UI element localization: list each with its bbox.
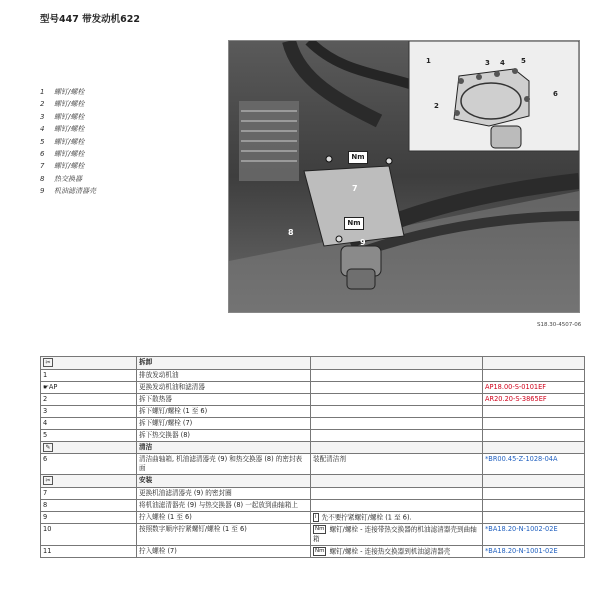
legend-num: 7 — [40, 162, 45, 171]
legend-text: 螺钉/螺栓 — [54, 162, 85, 171]
section-icon: ✎ — [43, 443, 53, 452]
legend-text: 热交换器 — [54, 174, 82, 183]
engine-photo-illustration — [229, 41, 579, 312]
step-note-cell — [311, 454, 483, 475]
step-note-cell — [311, 499, 483, 511]
legend-item — [40, 98, 210, 110]
step-note-cell — [311, 545, 483, 558]
step-number: 9 — [41, 511, 137, 524]
inset-callout-label: 2 — [434, 102, 439, 110]
page-title: 型号447 带发动机622 — [40, 14, 140, 25]
engine-photo — [228, 40, 580, 313]
table-cell — [483, 357, 585, 370]
legend-num: 8 — [40, 174, 45, 183]
step-note: 装配清洁剂 — [313, 455, 346, 463]
callout-label: 8 — [288, 228, 294, 237]
step-reference-link — [483, 417, 585, 429]
inset-callout-label: 4 — [500, 59, 505, 67]
legend-text: 机油滤清器壳 — [54, 187, 96, 196]
legend-num: 2 — [40, 100, 45, 109]
table-row — [41, 381, 585, 393]
legend-num: 6 — [40, 149, 45, 158]
section-icon-cell — [41, 441, 137, 454]
step-number: 6 — [41, 454, 137, 475]
table-row — [41, 545, 585, 558]
table-row — [41, 511, 585, 524]
legend-item — [40, 160, 210, 172]
step-action: 清洁曲轴箱, 机油滤清器壳 (9) 和热交换器 (8) 的密封表面 — [137, 454, 311, 475]
table-row — [41, 487, 585, 499]
step-number: 1 — [41, 369, 137, 381]
section-label: 清洁 — [137, 441, 311, 454]
legend-text: 螺钉/螺栓 — [54, 149, 85, 158]
table-cell — [483, 475, 585, 488]
step-reference-link[interactable]: *BA18.20-N-1001-02E — [483, 545, 585, 558]
table-row — [41, 369, 585, 381]
step-number: 3 — [41, 405, 137, 417]
step-action: 拆下螺钉/螺栓 (7) — [137, 417, 311, 429]
callout-label: 9 — [360, 238, 366, 247]
procedure-table — [40, 356, 585, 558]
note-icon: Nm — [315, 526, 325, 532]
section-row — [41, 441, 585, 454]
step-note-cell — [311, 429, 483, 441]
step-number: 7 — [41, 487, 137, 499]
inset-callout-label: 5 — [521, 57, 526, 65]
step-note-cell — [311, 524, 483, 546]
section-row — [41, 357, 585, 370]
note-icon: Nm — [315, 547, 325, 554]
table-row — [41, 417, 585, 429]
legend-item — [40, 123, 210, 135]
step-reference-link — [483, 429, 585, 441]
legend-num: 3 — [40, 112, 45, 121]
step-number: ☛AP — [41, 381, 137, 393]
step-note-cell — [311, 393, 483, 405]
step-reference-link[interactable]: AR20.20-S-3865EF — [483, 393, 585, 405]
table-cell — [311, 357, 483, 370]
step-note: 螺钉/螺栓 - 连接带热交换器的机油滤清器壳到曲轴箱 — [313, 525, 477, 543]
torque-callout: Nm — [348, 151, 368, 164]
section-icon-cell — [41, 357, 137, 370]
step-reference-link[interactable]: *BR00.45-Z-1028-04A — [483, 454, 585, 475]
table-row — [41, 524, 585, 546]
step-action: 拆下热交换器 (8) — [137, 429, 311, 441]
legend — [40, 86, 210, 198]
step-reference-link[interactable]: AP18.00-S-0101EF — [483, 381, 585, 393]
step-note: 螺钉/螺栓 - 连接热交换器到机油滤清器壳 — [329, 547, 451, 555]
section-row — [41, 475, 585, 488]
legend-num: 5 — [40, 137, 45, 146]
note-icon: i — [315, 513, 317, 520]
legend-text: 螺钉/螺栓 — [54, 100, 85, 109]
step-number: 11 — [41, 545, 137, 558]
step-reference-link[interactable]: *BA18.20-N-1002-02E — [483, 524, 585, 546]
step-action: 拆下螺钉/螺栓 (1 至 6) — [137, 405, 311, 417]
table-cell — [311, 475, 483, 488]
step-action: 拆下散热器 — [137, 393, 311, 405]
table-cell — [311, 441, 483, 454]
legend-item — [40, 173, 210, 185]
section-icon-cell — [41, 475, 137, 488]
step-number: 10 — [41, 524, 137, 546]
step-action: 按照数字顺序拧紧螺钉/螺栓 (1 至 6) — [137, 524, 311, 546]
legend-text: 螺钉/螺栓 — [54, 112, 85, 121]
legend-item — [40, 136, 210, 148]
step-action: 拧入螺栓 (7) — [137, 545, 311, 558]
legend-item — [40, 185, 210, 197]
legend-item — [40, 148, 210, 160]
callout-label: 7 — [352, 184, 358, 193]
legend-num: 4 — [40, 125, 45, 134]
table-row — [41, 454, 585, 475]
step-reference-link — [483, 405, 585, 417]
legend-text: 螺钉/螺栓 — [54, 88, 85, 96]
legend-text: 螺钉/螺栓 — [54, 125, 85, 134]
inset-callout-label: 1 — [426, 57, 431, 65]
step-number: 8 — [41, 499, 137, 511]
step-number: 5 — [41, 429, 137, 441]
step-note-cell — [311, 381, 483, 393]
step-action: 排放发动机油 — [137, 369, 311, 381]
legend-item — [40, 86, 210, 98]
section-label: 安装 — [137, 475, 311, 488]
step-note-cell — [311, 487, 483, 499]
section-icon: ✂ — [43, 476, 53, 485]
legend-item — [40, 111, 210, 123]
step-action: 更换机油滤清器壳 (9) 的密封圈 — [137, 487, 311, 499]
step-note-cell — [311, 405, 483, 417]
legend-text: 螺钉/螺栓 — [54, 137, 85, 146]
table-row — [41, 429, 585, 441]
table-row — [41, 405, 585, 417]
table-cell — [483, 441, 585, 454]
section-icon: ✂ — [43, 358, 53, 367]
legend-num: 9 — [40, 187, 45, 196]
inset-callout-label: 6 — [553, 90, 558, 98]
step-action: 拧入螺栓 (1 至 6) — [137, 511, 311, 524]
step-number: 4 — [41, 417, 137, 429]
legend-num: 1 — [40, 88, 45, 96]
table-row — [41, 393, 585, 405]
step-note: 先不要拧紧螺钉/螺栓 (1 至 6). — [321, 513, 412, 521]
step-note-cell — [311, 417, 483, 429]
step-reference-link — [483, 511, 585, 524]
step-number: 2 — [41, 393, 137, 405]
step-reference-link — [483, 369, 585, 381]
step-reference-link — [483, 487, 585, 499]
torque-callout: Nm — [344, 217, 364, 230]
step-action: 更换发动机油和滤清器 — [137, 381, 311, 393]
step-action: 将机油滤清器壳 (9) 与热交换器 (8) 一起放到曲轴箱上 — [137, 499, 311, 511]
step-note-cell — [311, 511, 483, 524]
table-row — [41, 499, 585, 511]
section-label: 拆卸 — [137, 357, 311, 370]
figure-reference: S18.30-4507-06 — [537, 322, 582, 328]
step-note-cell — [311, 369, 483, 381]
inset-callout-label: 3 — [485, 59, 490, 67]
step-reference-link — [483, 499, 585, 511]
